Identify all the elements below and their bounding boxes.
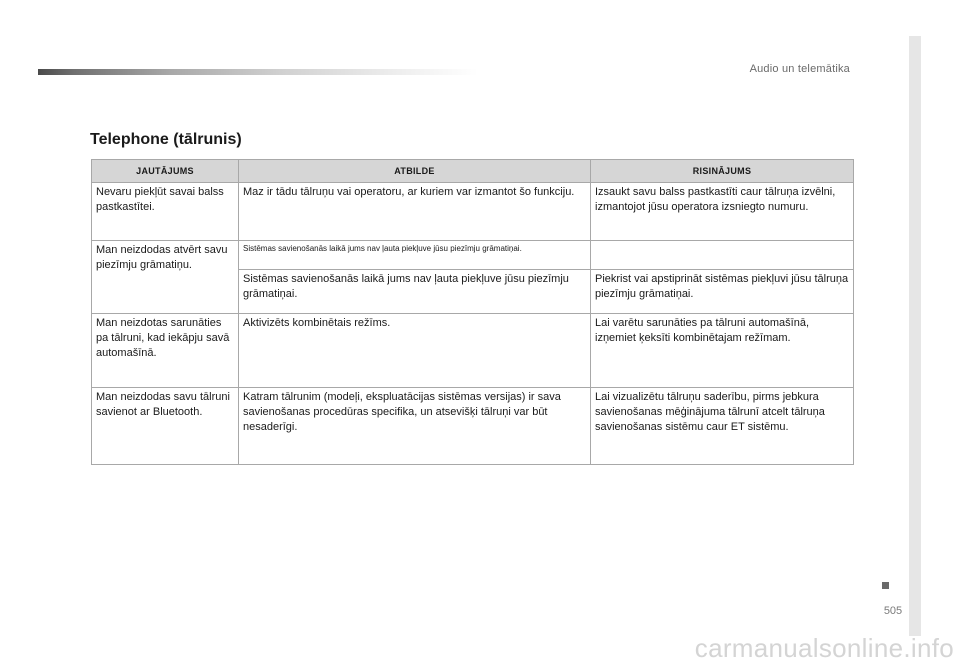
section-title: Telephone (tālrunis) [90, 131, 242, 148]
solution-cell [591, 241, 854, 270]
question-cell: Nevaru piekļūt savai balss pastkastītei. [92, 183, 239, 241]
solution-cell: Lai varētu sarunāties pa tālruni automašīnā, izņemiet ķeksīti kombinētajam režīmam. [591, 314, 854, 388]
table-row [92, 241, 854, 270]
solution-cell: Izsaukt savu balss pastkastīti caur tālruņa izvēlni, izmantojot jūsu operatora izsniegto numuru. [591, 183, 854, 241]
table-row [92, 388, 854, 465]
table-row [92, 183, 854, 241]
column-header-solution: RISINĀJUMS [591, 160, 854, 183]
page-side-strip [909, 36, 921, 636]
column-header-answer: ATBILDE [239, 160, 591, 183]
answer-cell: Sistēmas savienošanās laikā jums nav ļauta piekļuve jūsu piezīmju grāmatiņai. [239, 270, 591, 314]
page-number: 505 [883, 605, 903, 617]
header-decor-bar [38, 69, 478, 75]
faq-table [91, 159, 854, 465]
solution-cell: Lai vizualizētu tālruņu saderību, pirms jebkura savienošanas mēģinājuma tālrunī atcelt tālruņa savienošanas sistēmu caur ET sistēmu. [591, 388, 854, 465]
chapter-title: Audio un telemātika [749, 63, 850, 75]
answer-cell: Sistēmas savienošanās laikā jums nav ļauta piekļuve jūsu piezīmju grāmatiņai. [239, 241, 591, 270]
answer-cell: Katram tālrunim (modeļi, ekspluatācijas sistēmas versijas) ir sava savienošanas procedūras specifika, un atsevišķi tālruņi var būt nesaderīgi. [239, 388, 591, 465]
solution-cell: Piekrist vai apstiprināt sistēmas piekļuvi jūsu tālruņa piezīmju grāmatiņai. [591, 270, 854, 314]
question-cell: Man neizdotas sarunāties pa tālruni, kad iekāpju savā automašīnā. [92, 314, 239, 388]
table-header-row [92, 160, 854, 183]
watermark: carmanualsonline.info [694, 633, 954, 663]
page-marker-icon [882, 582, 889, 589]
question-cell: Man neizdodas atvērt savu piezīmju grāmatiņu. [92, 241, 239, 314]
answer-cell: Maz ir tādu tālruņu vai operatoru, ar kuriem var izmantot šo funkciju. [239, 183, 591, 241]
column-header-question: JAUTĀJUMS [92, 160, 239, 183]
question-cell: Man neizdodas savu tālruni savienot ar Bluetooth. [92, 388, 239, 465]
answer-cell: Aktivizēts kombinētais režīms. [239, 314, 591, 388]
table-row [92, 314, 854, 388]
